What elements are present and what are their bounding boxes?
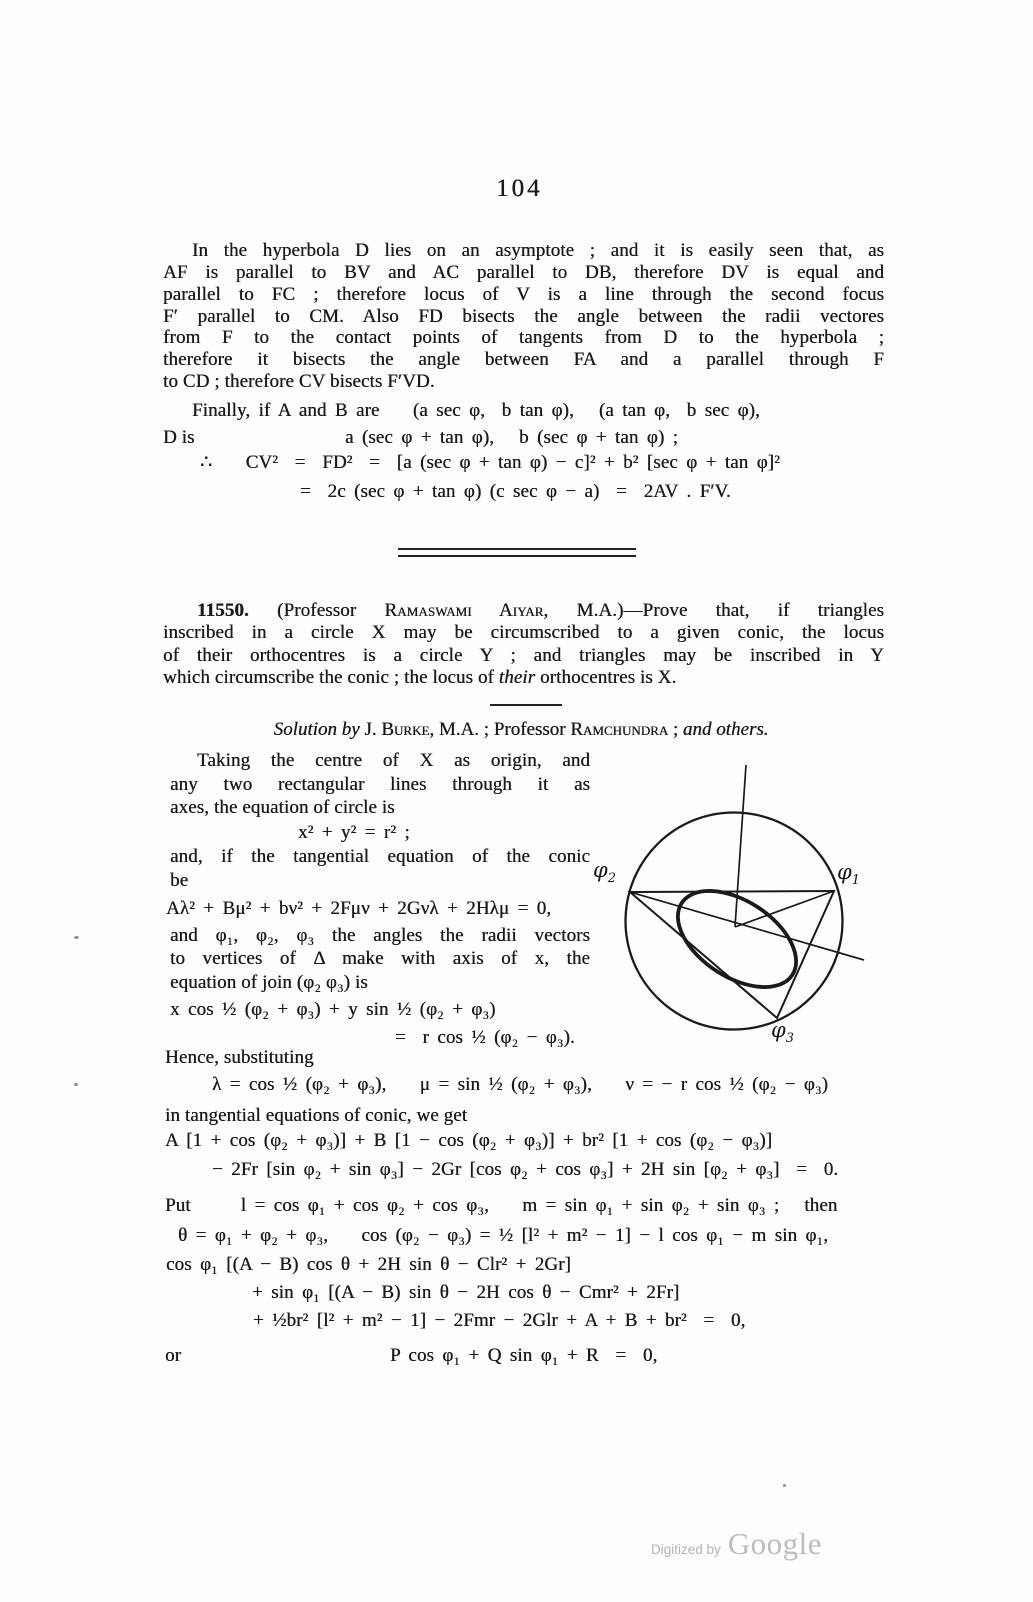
phi-glyph: φ: [837, 860, 852, 884]
section-divider-short-rule: [490, 704, 562, 706]
equation-line: + ½br² [l² + m² − 1] − 2Fmr − 2Glr + A + B + br² = 0,: [253, 1310, 746, 1331]
solution-text-line: Taking the centre of X as origin, and: [197, 750, 590, 771]
paragraph-line: AF is parallel to BV and AC parallel to DB, therefore DV is equal and: [163, 262, 884, 283]
problem-statement-line: [163, 667, 676, 689]
solution-text-line: in tangential equations of conic, we get: [165, 1105, 468, 1126]
problem-text: orthocentres is X.: [535, 667, 677, 688]
phi-subscript: 1: [851, 873, 860, 889]
problem-statement-line: [163, 600, 884, 622]
digitized-by-text: Digitized by: [651, 1542, 721, 1557]
equation-line: − 2Fr [sin φ₂ + sin φ₃] − 2Gr [cos φ₂ + cos φ₃] + 2H sin [φ₂ + φ₃] = 0.: [212, 1159, 839, 1180]
finally-line: Finally, if A and B are (a sec φ, b tan φ), (a tan φ, b sec φ),: [192, 400, 760, 421]
solution-text-line: and, if the tangential equation of the conic: [170, 846, 590, 867]
equation-line: Aλ² + Bμ² + bν² + 2Fμν + 2Gνλ + 2Hλμ = 0,: [166, 898, 552, 919]
phi-subscript: 3: [785, 1031, 794, 1047]
and-others-text: and others.: [682, 719, 769, 740]
section-divider-double-rule: [398, 548, 636, 557]
phi3-vertex-label: [771, 1020, 794, 1049]
equation-line: P cos φ₁ + Q sin φ₁ + R = 0,: [390, 1345, 658, 1366]
problem-number: 11550.: [197, 600, 249, 621]
scan-speck: [783, 1484, 786, 1487]
solution-text-line: be: [170, 870, 189, 891]
y-axis-line: [735, 765, 746, 927]
paragraph-line: from F to the contact points of tangents from D to the hyperbola ;: [163, 327, 884, 348]
finally-label: D is: [163, 427, 195, 448]
equation-line: x² + y² = r² ;: [298, 822, 410, 843]
problem-text: (Professor: [248, 600, 385, 621]
phi2-vertex-label: [593, 860, 616, 889]
equation-line: = 2c (sec φ + tan φ) (c sec φ − a) = 2AV . F′V.: [300, 481, 731, 502]
solution-by-text: Solution by: [273, 719, 360, 740]
circle-x: [626, 813, 843, 1030]
google-logo: Google: [727, 1526, 823, 1561]
solution-text-line: any two rectangular lines through it as: [170, 774, 590, 795]
heading-text: , M.A. ; Professor: [429, 719, 571, 740]
solution-text-line: axes, the equation of circle is: [170, 797, 395, 818]
problem-statement-line: inscribed in a circle X may be circumscribed to a given conic, the locus: [163, 622, 884, 643]
paragraph-line: F′ parallel to CM. Also FD bisects the angle between the radii vectores: [163, 306, 884, 327]
radius-vector-phi1-line: [735, 891, 834, 927]
equation-line: ∴ CV² = FD² = [a (sec φ + tan φ) − c]² + b² [sec φ + tan φ]²: [200, 452, 780, 473]
equation-line: x cos ½ (φ₂ + φ₃) + y sin ½ (φ₂ + φ₃): [170, 999, 496, 1020]
solution-text-line: to vertices of Δ make with axis of x, the: [170, 948, 590, 969]
heading-text: J.: [359, 719, 382, 740]
problem-text-italic: their: [498, 667, 536, 688]
page-number: 104: [496, 175, 543, 202]
or-label: or: [165, 1345, 182, 1366]
equation-line: λ = cos ½ (φ₂ + φ₃), μ = sin ½ (φ₂ + φ₃), ν = − r cos ½ (φ₂ − φ₃): [212, 1074, 829, 1095]
solution-text-line: and φ₁, φ₂, φ₃ the angles the radii vectors: [170, 925, 590, 946]
equation-line: = r cos ½ (φ₂ − φ₃).: [395, 1027, 575, 1048]
phi-glyph: φ: [771, 1018, 786, 1042]
solver-name: Burke: [381, 719, 430, 740]
phi-glyph: φ: [593, 858, 608, 882]
solution-text-line: Hence, substituting: [165, 1047, 314, 1068]
problem-statement-line: of their orthocentres is a circle Y ; and triangles may be inscribed in Y: [163, 645, 884, 666]
scan-speck: [74, 936, 79, 939]
problem-text: , M.A.)—Prove that, if triangles: [543, 600, 884, 621]
equation-line: cos φ₁ [(A − B) cos θ + 2H sin θ − Clr² + 2Gr]: [166, 1254, 571, 1275]
phi1-vertex-label: [837, 862, 860, 891]
equation-line: Put l = cos φ₁ + cos φ₂ + cos φ₃, m = sin φ₁ + sin φ₂ + sin φ₃ ; then: [165, 1195, 838, 1216]
equation-line: θ = φ₁ + φ₂ + φ₃, cos (φ₂ − φ₃) = ½ [l² + m² − 1] − l cos φ₁ − m sin φ₁,: [178, 1225, 829, 1246]
paragraph-line: to CD ; therefore CV bisects F′VD.: [163, 371, 435, 392]
figure-diagram: [585, 748, 897, 1066]
inscribed-triangle: [630, 891, 834, 1018]
phi-subscript: 2: [607, 871, 616, 887]
solution-heading: [163, 719, 879, 741]
equation-line: A [1 + cos (φ₂ + φ₃)] + B [1 − cos (φ₂ + φ₃)] + br² [1 + cos (φ₂ − φ₃)]: [165, 1130, 773, 1151]
paragraph-line: therefore it bisects the angle between FA and a parallel through F: [163, 349, 884, 370]
finally-math: a (sec φ + tan φ), b (sec φ + tan φ) ;: [345, 427, 679, 448]
digitized-watermark: [651, 1526, 822, 1562]
equation-line: + sin φ₁ [(A − B) sin θ − 2H cos θ − Cmr² + 2Fr]: [252, 1282, 680, 1303]
scan-speck: [74, 1083, 78, 1086]
heading-text: ;: [668, 719, 683, 740]
paragraph-line: parallel to FC ; therefore locus of V is a line through the second focus: [163, 284, 884, 305]
solution-text-line: equation of join (φ₂ φ₃) is: [170, 972, 368, 993]
proposer-name: Ramaswami Aiyar: [384, 600, 544, 621]
circle-conic-figure-svg: [585, 748, 897, 1066]
problem-text: which circumscribe the conic ; the locus of: [163, 667, 499, 688]
paragraph-line: In the hyperbola D lies on an asymptote ; and it is easily seen that, as: [192, 240, 884, 261]
solver-name: Ramchundra: [570, 719, 669, 740]
